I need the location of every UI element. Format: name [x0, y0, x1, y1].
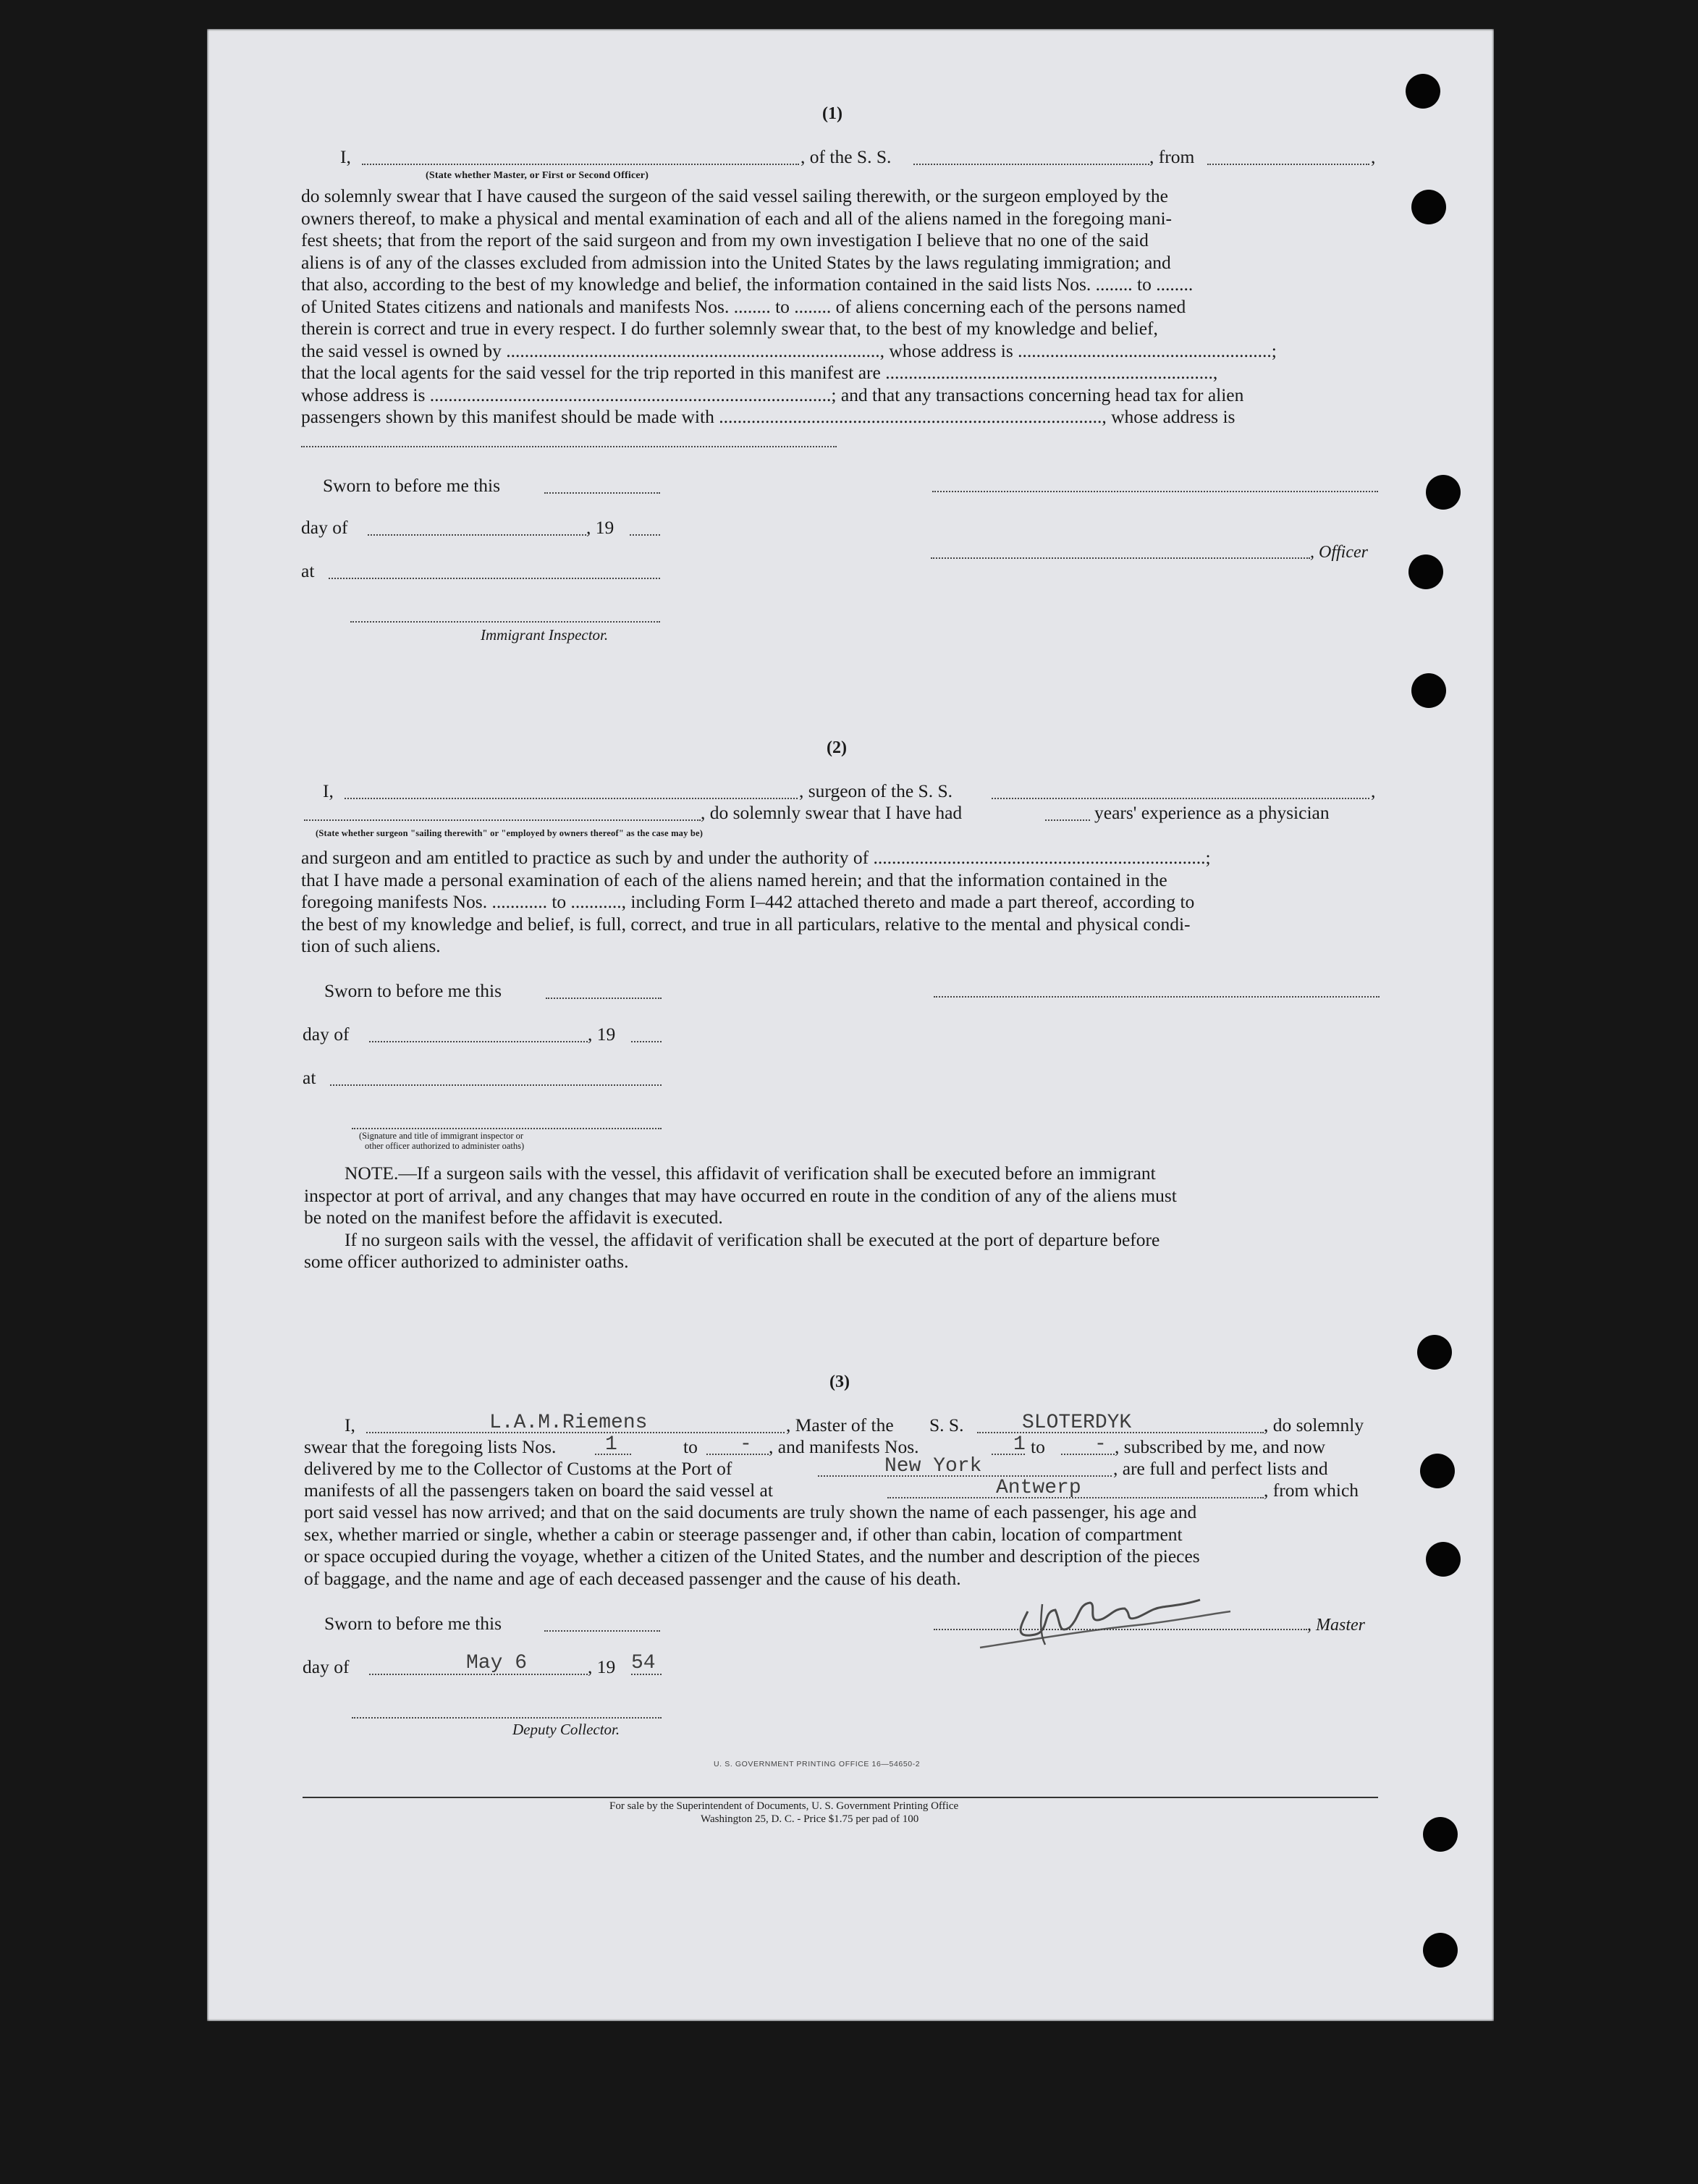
s3-body-line: sex, whether married or single, whether a cabin or steerage passenger and, if other than cabin, location of compartment — [304, 1523, 1183, 1545]
s3-sworn-label: Sworn to before me this — [324, 1613, 502, 1634]
s3-lists-to-field — [706, 1454, 769, 1455]
s3-vessel-name: SLOTERDYK — [1022, 1412, 1132, 1434]
s3-line4-end: , from which — [1264, 1480, 1359, 1501]
s3-man-to-field — [1061, 1454, 1115, 1455]
s1-officer-label: , Officer — [1310, 543, 1368, 562]
s1-i-label: I, — [340, 146, 351, 167]
s2-sig-caption-2: other officer authorized to administer oaths) — [365, 1141, 525, 1151]
s3-body-line: of baggage, and the name and age of each deceased passenger and the cause of his death. — [304, 1567, 961, 1589]
s2-note-line: inspector at port of arrival, and any changes that may have occurred en route in the condition of any of the aliens must — [304, 1184, 1177, 1206]
s2-surgeon-hint: (State whether surgeon "sailing therewith" or "employed by owners thereof" as the case may be) — [316, 828, 704, 838]
footer-rule — [303, 1797, 1378, 1798]
s3-to-2: to — [1031, 1436, 1045, 1457]
s3-deputy-label: Deputy Collector. — [512, 1721, 620, 1738]
section-1-number: (1) — [822, 104, 842, 123]
s1-body — [301, 185, 1380, 429]
s2-body-line: and surgeon and am entitled to practice as such by and under the authority of ........................................................................; — [301, 847, 1211, 868]
s3-master-label: , Master of the — [786, 1414, 894, 1435]
s3-to-1: to — [683, 1436, 698, 1457]
s3-body-line: port said vessel has now arrived; and that on the said documents are truly shown the name of each passenger, his age and — [304, 1501, 1197, 1522]
s3-body — [304, 1501, 1382, 1590]
s1-year-label: , 19 — [586, 517, 614, 538]
s3-day-label: day of — [303, 1656, 350, 1677]
s1-of-ss-label: , of the S. S. — [801, 146, 892, 167]
s1-vessel-field — [913, 164, 1149, 165]
s2-years-label: years' experience as a physician — [1094, 802, 1330, 823]
s1-at-field — [329, 578, 660, 579]
s1-body-line: of United States citizens and nationals and manifests Nos. ........ to ........ of aliens concerning each of the persons named — [301, 295, 1186, 317]
punch-hole — [1423, 1817, 1458, 1852]
s3-manifests-label: , and manifests Nos. — [769, 1436, 919, 1457]
sale-line-1: For sale by the Superintendent of Documents, U. S. Government Printing Office — [609, 1800, 959, 1812]
s3-body-line: or space occupied during the voyage, whether a citizen of the United States, and the number and description of the pieces — [304, 1546, 1200, 1567]
s3-master-label: , Master — [1307, 1616, 1365, 1635]
punch-hole — [1420, 1454, 1455, 1488]
s1-sworn-label: Sworn to before me this — [323, 475, 501, 496]
s2-i-label: I, — [323, 780, 334, 801]
s2-at-label: at — [303, 1067, 316, 1088]
s3-man-to: - — [1094, 1433, 1107, 1456]
s2-body-line: foregoing manifests Nos. ............ to ..........., including Form I–442 attached thereto and made a part thereof, according to — [301, 891, 1195, 912]
section-2-number: (2) — [827, 738, 847, 757]
master-signature — [970, 1582, 1274, 1655]
s1-officer-signature-line — [932, 491, 1378, 492]
s3-lists-from: 1 — [605, 1433, 617, 1456]
s1-year-field — [630, 534, 660, 536]
s1-body-line: that the local agents for the said vessel for the trip reported in this manifest are ......................................................................., — [301, 362, 1218, 383]
s1-body-line: aliens is of any of the classes excluded from admission into the United States by the laws regulating immigration; and — [301, 251, 1171, 273]
s2-note-line: NOTE.—If a surgeon sails with the vessel, this affidavit of verification shall be executed before an immigrant — [345, 1163, 1156, 1184]
s2-line1-end: , — [1371, 780, 1376, 801]
s3-master-signature-line — [934, 1629, 1307, 1630]
s3-date: May 6 — [466, 1652, 528, 1674]
s2-sworn-field — [546, 998, 662, 999]
gpo-imprint: U. S. GOVERNMENT PRINTING OFFICE 16—54650-2 — [714, 1760, 921, 1768]
s3-man-from: 1 — [1013, 1433, 1026, 1456]
s2-vessel-field — [992, 798, 1369, 799]
s2-body-line: that I have made a personal examination of each of the aliens named herein; and that the information contained in the — [301, 869, 1167, 890]
s1-officer-hint: (State whether Master, or First or Second Officer) — [426, 170, 649, 181]
s1-body-line: whose address is .......................................................................................; and that any transactions concerning head tax for alien — [301, 384, 1244, 405]
s1-body-line: the said vessel is owned by ................................................................................., whose address is .......................................................; — [301, 340, 1277, 361]
punch-hole — [1426, 475, 1461, 510]
s1-from-label: , from — [1149, 146, 1195, 167]
s3-port-arrival: New York — [884, 1455, 982, 1477]
s2-body-line: tion of such aliens. — [301, 935, 441, 956]
s1-day-field — [368, 534, 586, 536]
s2-inspector-line — [352, 1128, 662, 1129]
s2-swear-label: , do solemnly swear that I have had — [701, 802, 963, 823]
s2-sig-caption-1: (Signature and title of immigrant inspector or — [359, 1131, 524, 1141]
s2-signature-line — [934, 996, 1380, 998]
punch-hole — [1411, 190, 1446, 224]
s1-body-line: passengers shown by this manifest should be made with ..................................................................................., whose address is — [301, 406, 1236, 427]
s3-year: 54 — [631, 1652, 656, 1674]
s2-name-field — [345, 798, 798, 799]
s2-year-label: , 19 — [588, 1024, 616, 1045]
s3-line4-label: manifests of all the passengers taken on board the said vessel at — [304, 1480, 773, 1501]
s1-from-field — [1207, 164, 1369, 165]
s2-body — [301, 847, 1380, 958]
punch-hole — [1411, 673, 1446, 708]
s2-note — [304, 1163, 1382, 1273]
s2-year-field — [631, 1041, 662, 1042]
punch-hole — [1406, 74, 1440, 109]
punch-hole — [1417, 1335, 1452, 1370]
s3-line3-end: , are full and perfect lists and — [1113, 1458, 1328, 1479]
s3-year-label: , 19 — [588, 1656, 616, 1677]
s2-note-line: some officer authorized to administer oaths. — [304, 1251, 629, 1272]
punch-hole — [1426, 1542, 1461, 1577]
s3-ss-prefix: S. S. — [929, 1414, 964, 1435]
s3-i-label: I, — [345, 1414, 355, 1435]
sale-line-2: Washington 25, D. C. - Price $1.75 per pad of 100 — [701, 1813, 919, 1825]
s2-years-field — [1045, 819, 1090, 821]
s1-sworn-field — [544, 492, 660, 494]
s1-inspector-line — [350, 621, 660, 623]
s2-surgeon-label: , surgeon of the S. S. — [799, 780, 953, 801]
s2-day-label: day of — [303, 1024, 350, 1045]
s3-master-name: L.A.M.Riemens — [489, 1412, 648, 1434]
s3-sworn-field — [544, 1630, 660, 1632]
s2-body-line: the best of my knowledge and belief, is full, correct, and true in all particulars, relative to the mental and physical condi- — [301, 913, 1191, 935]
s2-at-field — [330, 1084, 662, 1086]
s2-surgeon-type-field — [304, 819, 701, 821]
s2-sworn-label: Sworn to before me this — [324, 980, 502, 1001]
s3-line2-end: , subscribed by me, and now — [1115, 1436, 1326, 1457]
s1-at-label: at — [301, 560, 315, 581]
s1-officer-field-2 — [931, 557, 1310, 559]
s1-day-label: day of — [301, 517, 348, 538]
s3-line1-end: , do solemnly — [1264, 1414, 1364, 1435]
s3-lists-to: - — [740, 1433, 752, 1456]
s3-line3-label: delivered by me to the Collector of Customs at the Port of — [304, 1458, 732, 1479]
s1-line1-end: , — [1371, 146, 1376, 167]
s1-inspector-label: Immigrant Inspector. — [481, 626, 609, 644]
s1-body-line: owners thereof, to make a physical and mental examination of each and all of the aliens named in the foregoing mani- — [301, 207, 1173, 229]
s1-address-field — [301, 446, 837, 447]
s2-day-field — [369, 1041, 588, 1042]
s3-line2-label: swear that the foregoing lists Nos. — [304, 1436, 557, 1457]
punch-hole — [1423, 1933, 1458, 1968]
s1-body-line: do solemnly swear that I have caused the surgeon of the said vessel sailing therewith, or the surgeon employed by the — [301, 185, 1168, 206]
s3-port-departure: Antwerp — [996, 1477, 1081, 1499]
s1-body-line: fest sheets; that from the report of the said surgeon and from my own investigation I believe that no one of the said — [301, 229, 1149, 250]
s2-note-line: If no surgeon sails with the vessel, the affidavit of verification shall be executed at the port of departure before — [345, 1228, 1160, 1250]
s1-body-line: therein is correct and true in every respect. I do further solemnly swear that, to the best of my knowledge and belief, — [301, 318, 1158, 339]
s1-body-line: that also, according to the best of my knowledge and belief, the information contained in the said lists Nos. ........ to ........ — [301, 274, 1194, 295]
punch-hole — [1408, 555, 1443, 589]
s2-note-line: be noted on the manifest before the affidavit is executed. — [304, 1207, 723, 1228]
section-3-number: (3) — [829, 1373, 850, 1391]
